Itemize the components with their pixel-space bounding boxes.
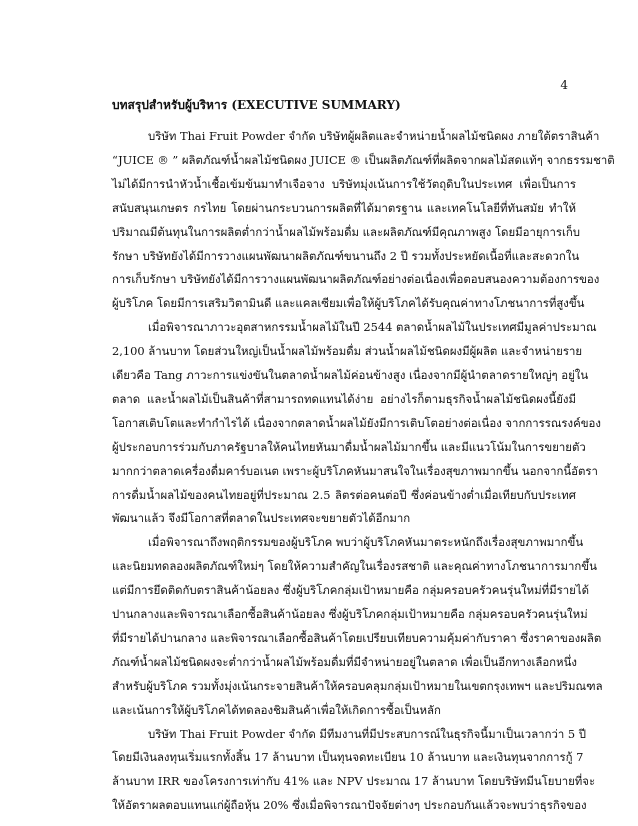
section-heading: บทสรุปสำหรับผู้บริหาร (EXECUTIVE SUMMARY) — [112, 98, 401, 112]
paragraph-line: โอกาสเติบโตและทำกำไรได้ เนื่องจากตลาดน้ำผลไม้ยังมีการเติบโตอย่างต่อเนื่อง จากการรณรงค์ของ — [112, 415, 601, 430]
paragraph-line: แต่มีการยึดติดกับตราสินค้าน้อยลง ซึ่งผู้บริโภคกลุ่มเป้าหมายคือ กลุ่มครอบครัวคนรุ่นใหม่ที่มีรายได้ — [112, 583, 589, 598]
paragraph-line: ตลาด และน้ำผลไม้เป็นสินค้าที่สามารถทดแทนได้ง่าย อย่างไรก็ตามธุรกิจน้ำผลไม้ชนิดผงนี้ยังมี — [112, 391, 576, 406]
paragraph-line: ไม่ได้มีการนำหัวน้ำเชื้อเข้มข้นมาทำเจือจาง บริษัทมุ่งเน้นการใช้วัตถุดิบในประเทศ เพื่อเป็นการ — [112, 176, 576, 191]
paragraph-line: พัฒนาแล้ว จึงมีโอกาสที่ตลาดในประเทศจะขยายตัวได้อีกมาก — [112, 511, 411, 526]
paragraph-line: การเก็บรักษา บริษัทยังได้มีการวางแผนพัฒนาผลิตภัณฑ์อย่างต่อเนื่องเพื่อตอบสนองความต้องการของ — [112, 272, 600, 287]
paragraph-line: ปานกลางและพิจารณาเลือกซื้อสินค้าน้อยลง ซึ่งผู้บริโภคกลุ่มเป้าหมายคือ กลุ่มครอบครัวคนรุ่นใหม่ — [112, 607, 588, 621]
paragraph-line: และเน้นการให้ผู้บริโภคได้ทดลองชิมสินค้าเพื่อให้เกิดการซื้อเป็นหลัก — [112, 702, 441, 717]
paragraph-line: บริษัท Thai Fruit Powder จำกัด มีทีมงานที่มีประสบการณ์ในธุรกิจนี้มาเป็นเวลากว่า 5 ปี — [148, 726, 586, 741]
paragraph-line: เดียวคือ Tang ภาวะการแข่งขันในตลาดน้ำผลไม้ค่อนข้างสูง เนื่องจากมีผู้นำตลาดรายใหญ่ๆ อยู่ใน — [112, 368, 589, 382]
paragraph-line: การดื่มน้ำผลไม้ของคนไทยอยู่ที่ประมาณ 2.5 ลิตรต่อคนต่อปี ซึ่งค่อนข้างต่ำเมื่อเทียบกับประเทศ — [112, 487, 576, 502]
paragraph-line: เมื่อพิจารณาภาวะอุตสาหกรรมน้ำผลไม้ในปี 2544 ตลาดน้ำผลไม้ในประเทศมีมูลค่าประมาณ — [148, 320, 597, 335]
paragraph-line: รักษา บริษัทยังได้มีการวางแผนพัฒนาผลิตภัณฑ์ขนานถึง 2 ปี รวมทั้งประหยัดเนื้อที่และสะดวกใน — [112, 248, 580, 263]
paragraph-line: ภัณฑ์น้ำผลไม้ชนิดผงจะต่ำกว่าน้ำผลไม้พร้อมดื่มที่มีจำหน่ายอยู่ในตลาด เพื่อเป็นอีกทางเลือกหนึ่ง — [112, 654, 577, 669]
paragraph-line: มากกว่าตลาดเครื่องดื่มคาร์บอเนต เพราะผู้บริโภคหันมาสนใจในเรื่องสุขภาพมากขึ้น นอกจากนี้อัตรา — [112, 463, 598, 478]
paragraph-line: บริษัท Thai Fruit Powder จำกัด บริษัทผู้ผลิตและจำหน่ายน้ำผลไม้ชนิดผง ภายใต้ตราสินค้า — [148, 129, 600, 143]
page-number: 4 — [560, 78, 568, 92]
paragraph-line: ผู้ประกอบการร่วมกับภาครัฐบาลให้คนไทยหันมาดื่มน้ำผลไม้มากขึ้น และมีแนวโน้มในการขยายตัว — [112, 439, 586, 454]
paragraph-line: ผู้บริโภค โดยมีการเสริมวิตามินดี และแคลเซียมเพื่อให้ผู้บริโภคได้รับคุณค่าทางโภชนาการที่สูงขึ้น — [112, 296, 585, 311]
paragraph-line: สำหรับผู้บริโภค รวมทั้งมุ่งเน้นกระจายสินค้าให้ครอบคลุมกลุ่มเป้าหมายในเขตกรุงเทพฯ และปริมณฑล — [112, 678, 603, 693]
paragraph-line: เมื่อพิจารณาถึงพฤติกรรมของผู้บริโภค พบว่าผู้บริโภคหันมาตระหนักถึงเรื่องสุขภาพมากขึ้น — [148, 535, 584, 550]
paragraph-line: “JUICE ® ” ผลิตภัณฑ์น้ำผลไม้ชนิดผง JUICE ® เป็นผลิตภัณฑ์ที่ผลิตจากผลไม้สดแท้ๆ จากธรรมชาติ — [112, 152, 615, 167]
paragraph-line: สนับสนุนเกษตร กรไทย โดยผ่านกระบวนการผลิตที่ได้มาตรฐาน และเทคโนโลยีที่ทันสมัย ทำให้ — [112, 200, 576, 215]
paragraph-line: 2,100 ล้านบาท โดยส่วนใหญ่เป็นน้ำผลไม้พร้อมดื่ม ส่วนน้ำผลไม้ชนิดผงมีผู้ผลิต และจำหน่ายราย — [112, 344, 583, 359]
paragraph-line: และนิยมทดลองผลิตภัณฑ์ใหม่ๆ โดยให้ความสำคัญในเรื่องรสชาติ และคุณค่าทางโภชนาการมากขึ้น — [112, 559, 597, 574]
paragraph-line: ปริมาณมีต้นทุนในการผลิตต่ำกว่าน้ำผลไม้พร้อมดื่ม และผลิตภัณฑ์มีคุณภาพสูง โดยมีอายุการเก็บ — [112, 224, 580, 239]
paragraph-line: ให้อัตราผลตอบแทนแก่ผู้ถือหุ้น 20% ซึ่งเมื่อพิจารณาปัจจัยต่างๆ ประกอบกันแล้วจะพบว่าธุรกิจของ — [112, 798, 587, 813]
paragraph-line: โดยมีเงินลงทุนเริ่มแรกทั้งสิ้น 17 ล้านบาท เป็นทุนจดทะเบียน 10 ล้านบาท และเงินทุนจากการกู้ 7 — [112, 750, 584, 765]
paragraph-line: ที่มีรายได้ปานกลาง และพิจารณาเลือกซื้อสินค้าโดยเปรียบเทียบความคุ้มค่ากับราคา ซึ่งราคาของผลิต — [112, 630, 602, 645]
paragraph-line: ล้านบาท IRR ของโครงการเท่ากับ 41% และ NPV ประมาณ 17 ล้านบาท โดยบริษัทมีนโยบายที่จะ — [112, 774, 596, 789]
